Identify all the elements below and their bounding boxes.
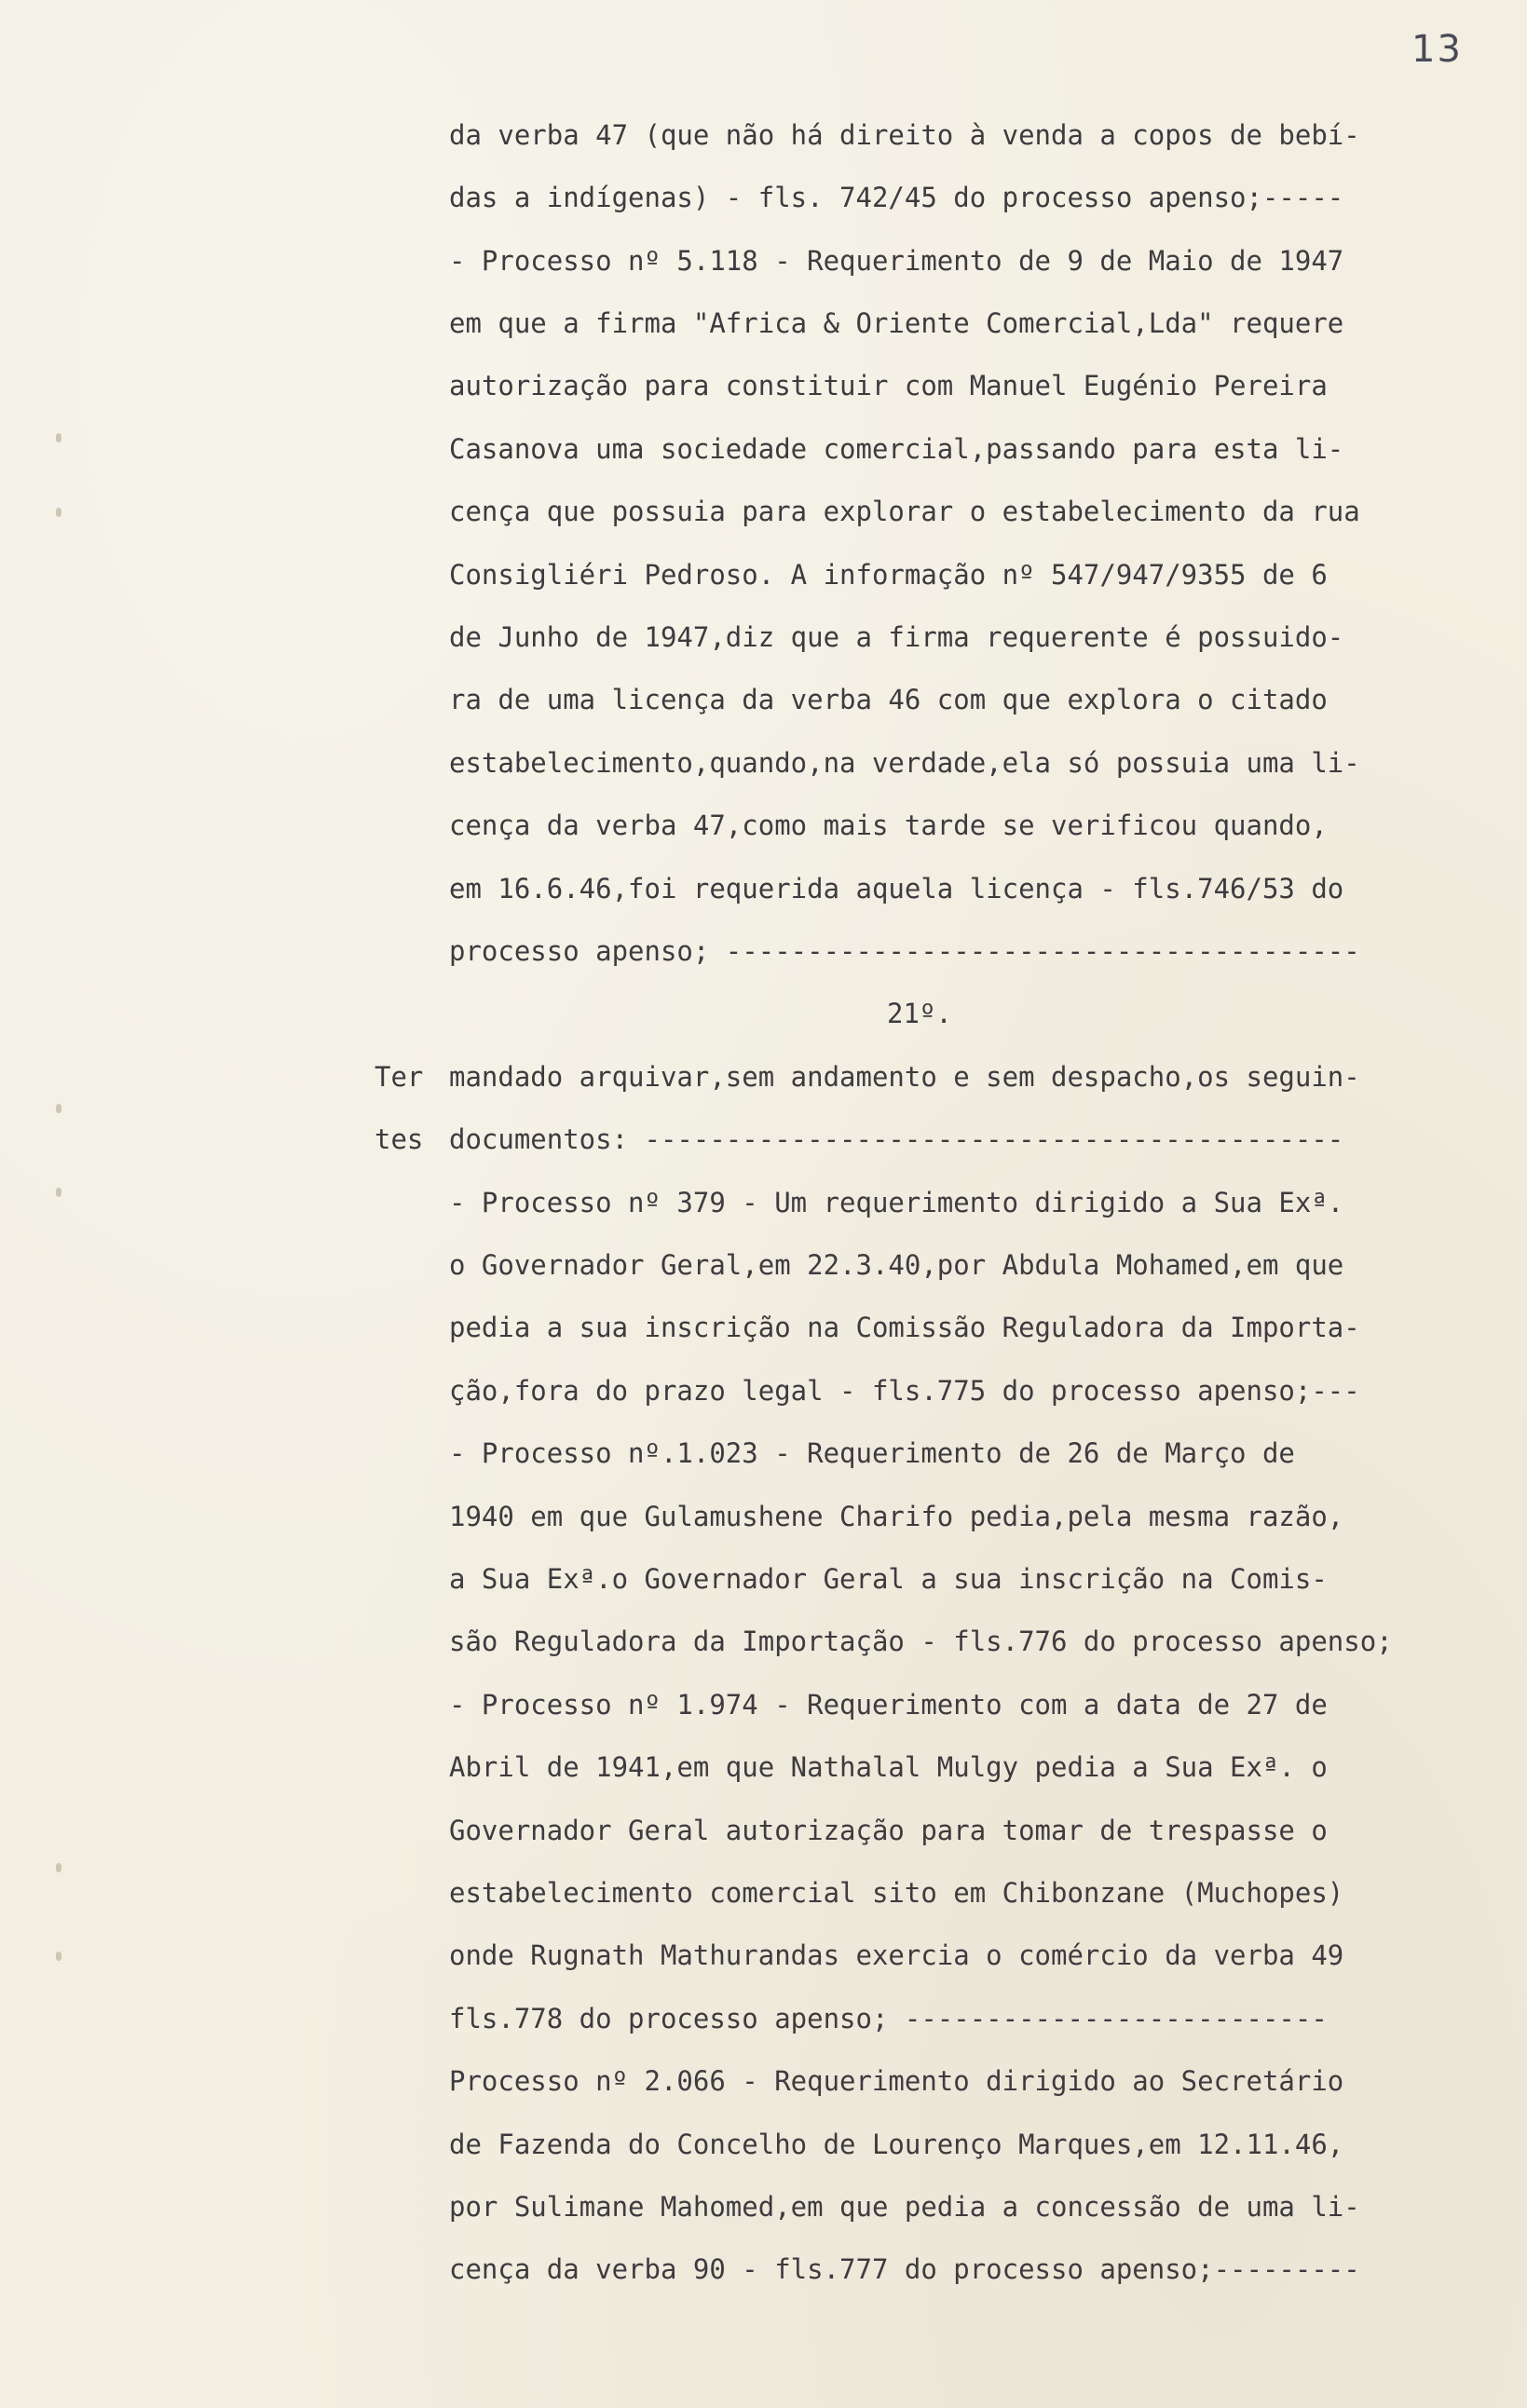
- text-line: Processo nº 2.066 - Requerimento dirigido ao Secretário: [449, 2065, 1344, 2097]
- margin-word: Ter: [375, 1061, 424, 1093]
- text-line: onde Rugnath Mathurandas exercia o comércio da verba 49: [449, 1939, 1344, 1971]
- binder-hole-mark: [56, 508, 61, 517]
- text-line: da verba 47 (que não há direito à venda a copos de bebí-: [449, 119, 1360, 151]
- binder-hole-mark: [56, 433, 61, 442]
- text-line: documentos: -------------------------------------------: [449, 1123, 1344, 1155]
- text-line: mandado arquivar,sem andamento e sem despacho,os seguin-: [449, 1061, 1360, 1093]
- text-line: são Reguladora da Importação - fls.776 do processo apenso;: [449, 1626, 1393, 1657]
- text-line: de Fazenda do Concelho de Lourenço Marques,em 12.11.46,: [449, 2129, 1344, 2160]
- text-line: autorização para constituir com Manuel Eugénio Pereira: [449, 370, 1328, 401]
- text-line: - Processo nº.1.023 - Requerimento de 26 de Março de: [449, 1437, 1295, 1469]
- section-heading: 21º.: [887, 998, 952, 1029]
- text-line: fls.778 do processo apenso; --------------------------: [449, 2003, 1328, 2034]
- text-line: Governador Geral autorização para tomar de trespasse o: [449, 1815, 1328, 1846]
- text-line: estabelecimento comercial sito em Chibonzane (Muchopes): [449, 1877, 1344, 1909]
- binder-hole-mark: [56, 1104, 61, 1113]
- text-line: estabelecimento,quando,na verdade,ela só possuia uma li-: [449, 747, 1360, 779]
- text-line: por Sulimane Mahomed,em que pedia a concessão de uma li-: [449, 2191, 1360, 2223]
- text-line: cença que possuia para explorar o estabelecimento da rua: [449, 496, 1360, 527]
- text-line: Abril de 1941,em que Nathalal Mulgy pedia a Sua Exª. o: [449, 1751, 1328, 1783]
- binder-hole-mark: [56, 1952, 61, 1961]
- text-line: de Junho de 1947,diz que a firma requerente é possuido-: [449, 621, 1344, 653]
- text-line: Casanova uma sociedade comercial,passando para esta li-: [449, 433, 1344, 465]
- text-line: em 16.6.46,foi requerida aquela licença - fls.746/53 do: [449, 873, 1344, 905]
- text-line: o Governador Geral,em 22.3.40,por Abdula Mohamed,em que: [449, 1249, 1344, 1281]
- text-line: cença da verba 47,como mais tarde se verificou quando,: [449, 809, 1328, 841]
- text-line: em que a firma "Africa & Oriente Comercial,Lda" requere: [449, 307, 1344, 339]
- text-line: - Processo nº 5.118 - Requerimento de 9 de Maio de 1947: [449, 245, 1344, 277]
- text-line: processo apenso; ---------------------------------------: [449, 935, 1360, 967]
- margin-word: tes: [375, 1123, 424, 1155]
- text-line: Consigliéri Pedroso. A informação nº 547/947/9355 de 6: [449, 559, 1328, 591]
- text-line: pedia a sua inscrição na Comissão Reguladora da Importa-: [449, 1312, 1360, 1343]
- page-number: 13: [1411, 28, 1463, 71]
- text-line: - Processo nº 1.974 - Requerimento com a data de 27 de: [449, 1689, 1328, 1721]
- binder-hole-mark: [56, 1863, 61, 1872]
- text-line: ra de uma licença da verba 46 com que explora o citado: [449, 684, 1328, 715]
- text-line: ção,fora do prazo legal - fls.775 do processo apenso;---: [449, 1375, 1360, 1407]
- text-line: a Sua Exª.o Governador Geral a sua inscrição na Comis-: [449, 1563, 1328, 1595]
- binder-hole-mark: [56, 1188, 61, 1197]
- text-line: - Processo nº 379 - Um requerimento dirigido a Sua Exª.: [449, 1187, 1344, 1218]
- text-line: cença da verba 90 - fls.777 do processo apenso;---------: [449, 2253, 1360, 2285]
- text-line: 1940 em que Gulamushene Charifo pedia,pela mesma razão,: [449, 1501, 1344, 1532]
- text-line: das a indígenas) - fls. 742/45 do processo apenso;-----: [449, 182, 1344, 213]
